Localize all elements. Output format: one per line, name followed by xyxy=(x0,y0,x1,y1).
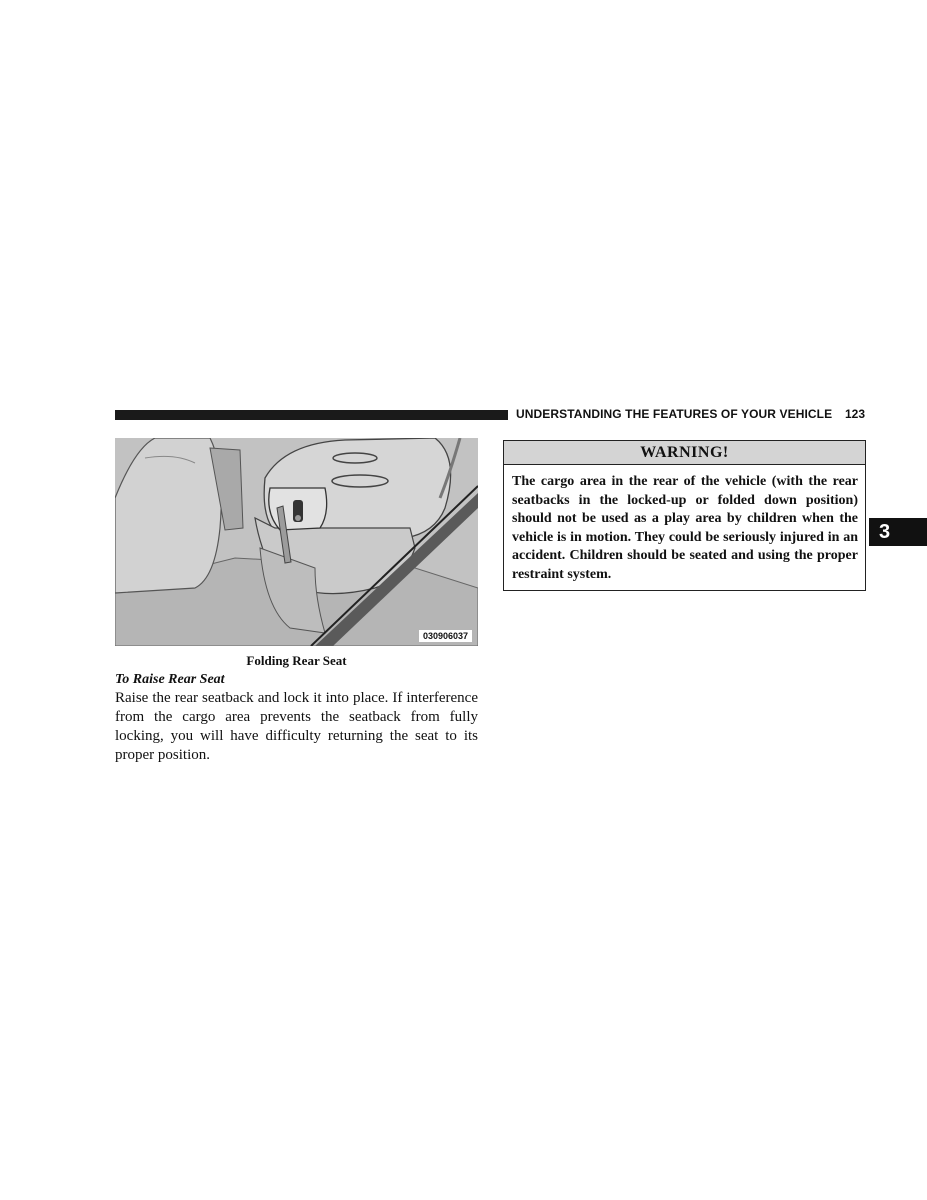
warning-text: The cargo area in the rear of the vehicle (with the rear seatbacks in the locked-up or folded down position) should not be used as a play area by children when the vehicle is in motion. They could be seriously injured in an accident. Children should be seated and using the proper restraint system. xyxy=(512,474,858,582)
seat-drawing xyxy=(115,438,478,646)
running-header-title: UNDERSTANDING THE FEATURES OF YOUR VEHICLE xyxy=(516,407,833,421)
section-subheading: To Raise Rear Seat xyxy=(115,672,225,687)
figure-caption: Folding Rear Seat xyxy=(246,653,347,668)
figure-code-label: 030906037 xyxy=(419,630,472,642)
page-number: 123 xyxy=(845,407,866,421)
section-body-text: Raise the rear seatback and lock it into place. If interference from the cargo area prevents the seatback from fully locking, you will have difficulty returning the seat to its proper position. xyxy=(115,690,478,763)
warning-title: WARNING! xyxy=(504,441,865,465)
chapter-tab: 3 xyxy=(869,518,927,546)
warning-box xyxy=(503,440,866,591)
folding-rear-seat-illustration xyxy=(115,438,478,646)
header-rule xyxy=(115,410,508,420)
